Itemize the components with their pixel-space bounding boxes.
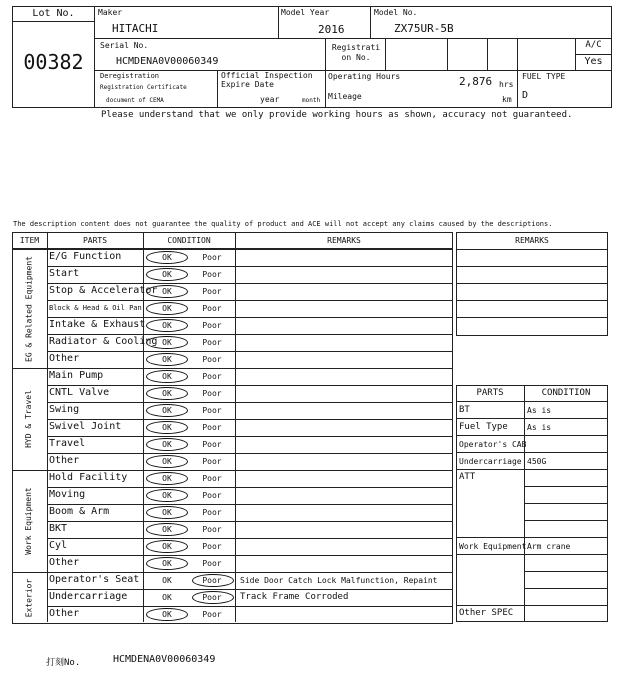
model-no-label: Model No. bbox=[374, 8, 418, 17]
ok-selected-circle bbox=[146, 540, 188, 553]
ok-selected-circle bbox=[146, 268, 188, 281]
ok-selected-circle bbox=[146, 370, 188, 383]
poor-option: Poor bbox=[202, 610, 222, 619]
group-label: Work Equipment bbox=[24, 487, 33, 555]
right-remarks-header: REMARKS bbox=[515, 236, 549, 245]
remarks-header: REMARKS bbox=[327, 236, 361, 245]
part-name: Other bbox=[49, 353, 80, 364]
spec-cab-label: Operator's CAB bbox=[459, 440, 527, 449]
part-name: Intake & Exhaust bbox=[49, 319, 146, 330]
ok-selected-circle bbox=[146, 438, 188, 451]
poor-selected-circle bbox=[192, 574, 234, 587]
poor-option: Poor bbox=[202, 474, 222, 483]
part-name: Stop & Accelerator bbox=[49, 285, 158, 296]
poor-option: Poor bbox=[202, 406, 222, 415]
ok-option: OK bbox=[162, 389, 172, 398]
part-name: Travel bbox=[49, 438, 86, 449]
ok-option: OK bbox=[162, 593, 172, 602]
hrs-label: hrs bbox=[499, 80, 514, 89]
poor-option: Poor bbox=[202, 355, 222, 364]
ok-option: OK bbox=[162, 610, 172, 619]
fuel-type-label: FUEL TYPE bbox=[522, 72, 566, 81]
model-year: 2016 bbox=[318, 23, 345, 36]
poor-option: Poor bbox=[202, 321, 222, 330]
model-no: ZX75UR-5B bbox=[394, 22, 454, 35]
ok-selected-circle bbox=[146, 336, 188, 349]
operating-hours-label: Operating Hours bbox=[328, 72, 401, 81]
ok-option: OK bbox=[162, 542, 172, 551]
poor-option: Poor bbox=[202, 389, 222, 398]
km-label: km bbox=[502, 95, 512, 104]
ok-option: OK bbox=[162, 253, 172, 262]
ok-option: OK bbox=[162, 406, 172, 415]
part-name: BKT bbox=[49, 523, 68, 534]
part-name: Cyl bbox=[49, 540, 68, 551]
ok-option: OK bbox=[162, 321, 172, 330]
spec-under-value: 450G bbox=[527, 457, 547, 466]
remark-text: Track Frame Corroded bbox=[240, 592, 349, 602]
poor-option: Poor bbox=[202, 508, 222, 517]
part-name: Moving bbox=[49, 489, 86, 500]
poor-option: Poor bbox=[202, 576, 222, 585]
registration-label: Registrati on No. bbox=[331, 43, 381, 62]
part-name: E/G Function bbox=[49, 251, 122, 262]
poor-option: Poor bbox=[202, 457, 222, 466]
poor-option: Poor bbox=[202, 372, 222, 381]
ok-option: OK bbox=[162, 491, 172, 500]
deregistration-label: Deregistration bbox=[100, 72, 160, 80]
registration-certificate: Registration Certificate bbox=[100, 84, 187, 91]
poor-option: Poor bbox=[202, 287, 222, 296]
fuel-type: D bbox=[522, 90, 529, 101]
part-name: Swivel Joint bbox=[49, 421, 122, 432]
poor-option: Poor bbox=[202, 270, 222, 279]
maker-label: Maker bbox=[98, 8, 123, 17]
ok-option: OK bbox=[162, 287, 172, 296]
part-name: Swing bbox=[49, 404, 80, 415]
part-name: Undercarriage bbox=[49, 591, 128, 602]
ok-selected-circle bbox=[146, 285, 188, 298]
poor-option: Poor bbox=[202, 338, 222, 347]
ok-selected-circle bbox=[146, 506, 188, 519]
ok-option: OK bbox=[162, 474, 172, 483]
part-name: Radiator & Cooling bbox=[49, 336, 158, 347]
ok-option: OK bbox=[162, 559, 172, 568]
group-label: EG & Related Equipment bbox=[24, 255, 33, 362]
spec-other-label: Other SPEC bbox=[459, 608, 514, 618]
part-name: CNTL Valve bbox=[49, 387, 110, 398]
spec-bt-label: BT bbox=[459, 405, 470, 415]
ok-option: OK bbox=[162, 338, 172, 347]
parts-header: PARTS bbox=[82, 236, 108, 245]
poor-option: Poor bbox=[202, 304, 222, 313]
ok-option: OK bbox=[162, 372, 172, 381]
ok-selected-circle bbox=[146, 319, 188, 332]
part-name: Operator's Seat bbox=[49, 574, 140, 585]
ok-selected-circle bbox=[146, 421, 188, 434]
ok-option: OK bbox=[162, 457, 172, 466]
part-name: Hold Facility bbox=[49, 472, 128, 483]
official-inspection-label: Official Inspection bbox=[221, 71, 313, 80]
part-name: Other bbox=[49, 455, 80, 466]
part-name: Boom & Arm bbox=[49, 506, 110, 517]
footer-label: 打刻No. bbox=[46, 658, 81, 668]
ok-selected-circle bbox=[146, 353, 188, 366]
condition-header: CONDITION bbox=[167, 236, 211, 245]
footer-value: HCMDENA0V00060349 bbox=[113, 654, 216, 665]
poor-option: Poor bbox=[202, 423, 222, 432]
ok-option: OK bbox=[162, 270, 172, 279]
operating-hours: 2,876 bbox=[459, 75, 493, 88]
ok-selected-circle bbox=[146, 608, 188, 621]
model-year-label: Model Year bbox=[281, 8, 330, 17]
part-name: Main Pump bbox=[49, 370, 104, 381]
ok-selected-circle bbox=[146, 387, 188, 400]
maker: HITACHI bbox=[112, 22, 159, 35]
ok-selected-circle bbox=[146, 302, 188, 315]
document-of-cema: document of CEMA bbox=[106, 97, 164, 104]
poor-option: Poor bbox=[202, 559, 222, 568]
part-name: Other bbox=[49, 608, 80, 619]
ok-option: OK bbox=[162, 304, 172, 313]
ok-selected-circle bbox=[146, 455, 188, 468]
notice-text: Please understand that we only provide working hours as shown, accuracy not guaranteed. bbox=[101, 110, 573, 120]
poor-option: Poor bbox=[202, 491, 222, 500]
ok-option: OK bbox=[162, 440, 172, 449]
disclaimer: The description content does not guarantee the quality of product and ACE will not accept any claims caused by the descriptions. bbox=[13, 220, 553, 228]
ok-option: OK bbox=[162, 576, 172, 585]
ok-option: OK bbox=[162, 423, 172, 432]
spec-under-label: Undercarriage bbox=[459, 457, 522, 466]
group-label: Exterior bbox=[24, 578, 33, 617]
ok-selected-circle bbox=[146, 404, 188, 417]
remark-text: Side Door Catch Lock Malfunction, Repaint bbox=[240, 576, 438, 585]
ok-selected-circle bbox=[146, 472, 188, 485]
expire-date-label: Expire Date bbox=[221, 80, 274, 89]
serial-no: HCMDENA0V00060349 bbox=[116, 56, 219, 67]
poor-option: Poor bbox=[202, 542, 222, 551]
serial-no-label: Serial No. bbox=[100, 41, 149, 50]
spec-bt-value: As is bbox=[527, 406, 552, 415]
spec-att-label: ATT bbox=[459, 472, 476, 482]
spec-parts-header: PARTS bbox=[476, 388, 504, 398]
spec-work-value: Arm crane bbox=[527, 542, 571, 551]
ac-value: Yes bbox=[584, 56, 603, 67]
spec-condition-header: CONDITION bbox=[541, 388, 591, 398]
part-name: Other bbox=[49, 557, 80, 568]
ok-option: OK bbox=[162, 508, 172, 517]
ok-selected-circle bbox=[146, 557, 188, 570]
mileage-label: Mileage bbox=[328, 92, 362, 101]
ok-selected-circle bbox=[146, 523, 188, 536]
ok-option: OK bbox=[162, 525, 172, 534]
poor-selected-circle bbox=[192, 591, 234, 604]
spec-work-label: Work Equipment bbox=[459, 542, 527, 551]
ok-selected-circle bbox=[146, 251, 188, 264]
spec-fuel-value: As is bbox=[527, 423, 552, 432]
part-name: Start bbox=[49, 268, 80, 279]
poor-option: Poor bbox=[202, 440, 222, 449]
lot-no: 00382 bbox=[23, 50, 84, 74]
year-label: year bbox=[260, 95, 280, 104]
poor-option: Poor bbox=[202, 593, 222, 602]
month-label: month bbox=[302, 97, 321, 104]
spec-fuel-label: Fuel Type bbox=[459, 422, 508, 432]
poor-option: Poor bbox=[202, 525, 222, 534]
group-label: HYD & Travel bbox=[24, 390, 33, 448]
ok-selected-circle bbox=[146, 489, 188, 502]
part-name: Block & Head & Oil Pan bbox=[49, 304, 142, 312]
ac-label: A/C bbox=[585, 40, 602, 50]
lot-no-label: Lot No. bbox=[32, 8, 75, 19]
item-header: ITEM bbox=[19, 236, 40, 245]
poor-option: Poor bbox=[202, 253, 222, 262]
ok-option: OK bbox=[162, 355, 172, 364]
